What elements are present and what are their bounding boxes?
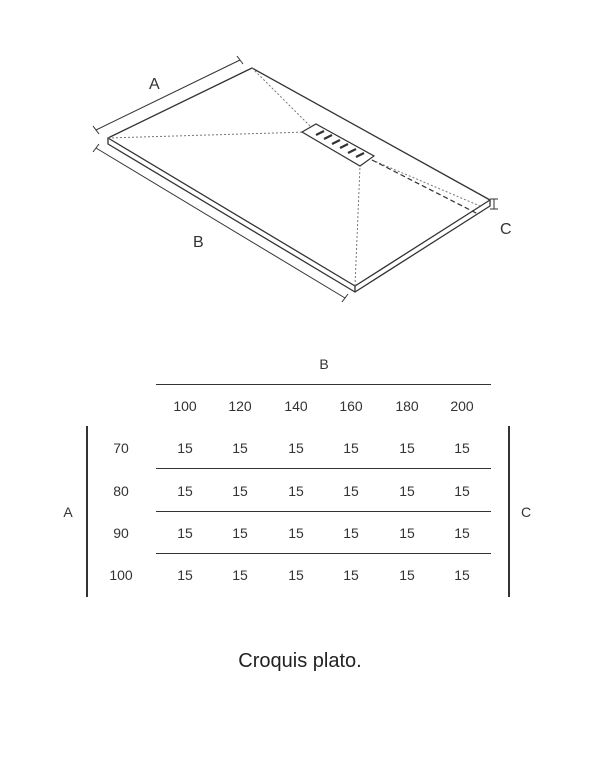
column-label: 160 — [339, 398, 363, 414]
tray-top-surface — [108, 68, 490, 286]
table-right-header: C — [520, 504, 532, 520]
table-cell: 15 — [288, 525, 304, 541]
column-label: 200 — [450, 398, 474, 414]
table-cell: 15 — [399, 483, 415, 499]
table-cell: 15 — [343, 440, 359, 456]
table-cell: 15 — [399, 525, 415, 541]
table-cell: 15 — [232, 483, 248, 499]
table-cell: 15 — [399, 567, 415, 583]
tray-front-side — [108, 138, 355, 292]
column-label: 180 — [395, 398, 419, 414]
table-cell: 15 — [399, 440, 415, 456]
table-cell: 15 — [232, 567, 248, 583]
dim-line-a — [96, 60, 240, 130]
table-cell: 15 — [454, 440, 470, 456]
dimension-c-label: C — [500, 221, 512, 238]
tray-right-side — [355, 200, 490, 292]
table-top-rule — [156, 384, 491, 385]
figure-caption: Croquis plato. — [238, 650, 362, 672]
row-divider — [156, 553, 491, 554]
table-cell: 15 — [177, 483, 193, 499]
table-cell: 15 — [232, 525, 248, 541]
table-cell: 15 — [232, 440, 248, 456]
dim-line-b — [96, 148, 345, 298]
table-cell: 15 — [454, 483, 470, 499]
row-divider — [156, 468, 491, 469]
row-label: 100 — [109, 567, 133, 583]
table-cell: 15 — [177, 440, 193, 456]
table-cell: 15 — [288, 567, 304, 583]
table-cell: 15 — [288, 483, 304, 499]
row-label: 90 — [113, 525, 129, 541]
column-label: 100 — [173, 398, 197, 414]
row-divider — [156, 511, 491, 512]
table-cell: 15 — [288, 440, 304, 456]
table-cell: 15 — [177, 525, 193, 541]
row-label: 70 — [113, 440, 129, 456]
column-label: 140 — [284, 398, 308, 414]
shower-tray-sketch — [0, 0, 600, 320]
table-cell: 15 — [177, 567, 193, 583]
row-label: 80 — [113, 483, 129, 499]
table-row-header: A — [63, 504, 73, 520]
table-cell: 15 — [454, 525, 470, 541]
dimension-b-label: B — [193, 234, 204, 251]
table-cell: 15 — [454, 567, 470, 583]
table-cell: 15 — [343, 483, 359, 499]
table-cell: 15 — [343, 525, 359, 541]
column-label: 120 — [228, 398, 252, 414]
table-cell: 15 — [343, 567, 359, 583]
dimension-a-label: A — [149, 76, 160, 93]
table-column-header: B — [319, 356, 329, 372]
